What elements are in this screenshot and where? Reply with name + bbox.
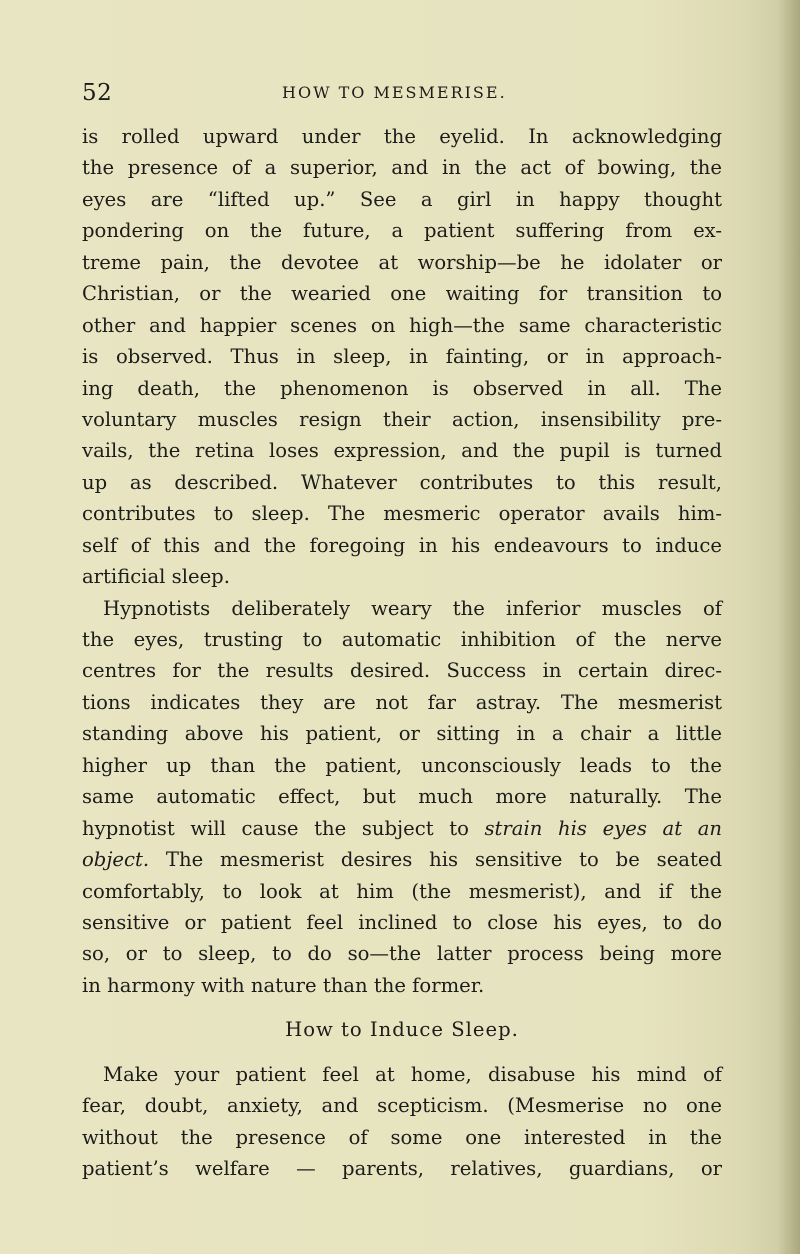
page-edge-shadow bbox=[778, 0, 800, 1254]
text-line: contributes to sleep. The mesmeric operator avails him- bbox=[82, 502, 722, 526]
text-line-with-italic bbox=[82, 813, 722, 844]
text-line: Hypnotists deliberately weary the inferior muscles of bbox=[103, 596, 722, 620]
text-line: self of this and the foregoing in his endeavours to induce bbox=[82, 533, 722, 557]
text-line: centres for the results desired. Success in certain direc- bbox=[82, 659, 722, 683]
text-line: other and happier scenes on high—the same characteristic bbox=[82, 313, 722, 337]
text-segment: The mesmerist desires his sensitive to be seated bbox=[149, 848, 722, 872]
text-line: pondering on the future, a patient suffering from ex- bbox=[82, 219, 722, 243]
section-heading: How to Induce Sleep. bbox=[285, 1018, 519, 1042]
running-title: HOW TO MESMERISE. bbox=[282, 83, 507, 102]
text-line: voluntary muscles resign their action, insensibility pre- bbox=[82, 407, 722, 431]
text-line: fear, doubt, anxiety, and scepticism. (Mesmerise no one bbox=[82, 1094, 722, 1118]
text-line: is observed. Thus in sleep, in fainting, or in approach- bbox=[82, 345, 722, 369]
text-line: sensitive or patient feel inclined to close his eyes, to do bbox=[82, 910, 722, 934]
text-line: patient’s welfare — parents, relatives, guardians, or bbox=[82, 1157, 722, 1180]
text-line: the presence of a superior, and in the act of bowing, the bbox=[82, 156, 722, 180]
italic-phrase: object. bbox=[82, 848, 150, 872]
text-line: higher up than the patient, unconsciously leads to the bbox=[82, 753, 722, 777]
text-line: in harmony with nature than the former. bbox=[82, 973, 485, 997]
text-line: same automatic effect, but much more naturally. The bbox=[82, 785, 722, 809]
text-segment: hypnotist will cause the subject to bbox=[82, 816, 485, 840]
text-line: ing death, the phenomenon is observed in all. The bbox=[82, 376, 722, 400]
text-line: treme pain, the devotee at worship—be he idolater or bbox=[82, 250, 722, 274]
text-line: Christian, or the wearied one waiting for transition to bbox=[82, 282, 722, 306]
text-line: standing above his patient, or sitting in a chair a little bbox=[82, 722, 722, 746]
text-line-with-italic bbox=[82, 844, 722, 875]
text-line: without the presence of some one interested in the bbox=[82, 1125, 722, 1149]
text-line: eyes are “lifted up.” See a girl in happy thought bbox=[82, 187, 722, 211]
page-number: 52 bbox=[82, 80, 113, 106]
italic-phrase: strain his eyes at an bbox=[484, 816, 723, 840]
page-header bbox=[82, 80, 722, 110]
text-line: so, or to sleep, to do so—the latter process being more bbox=[82, 942, 722, 966]
body-text bbox=[82, 121, 722, 1184]
text-line: the eyes, trusting to automatic inhibition of the nerve bbox=[82, 628, 722, 651]
text-line: vails, the retina loses expression, and the pupil is turned bbox=[82, 439, 722, 463]
text-line: is rolled upward under the eyelid. In acknowledging bbox=[82, 125, 722, 148]
text-line: tions indicates they are not far astray. The mesmerist bbox=[82, 690, 722, 714]
text-line: up as described. Whatever contributes to this result, bbox=[82, 470, 722, 494]
text-line: comfortably, to look at him (the mesmerist), and if the bbox=[82, 879, 722, 903]
text-line: Make your patient feel at home, disabuse his mind of bbox=[103, 1062, 722, 1086]
text-line: artificial sleep. bbox=[82, 565, 230, 589]
